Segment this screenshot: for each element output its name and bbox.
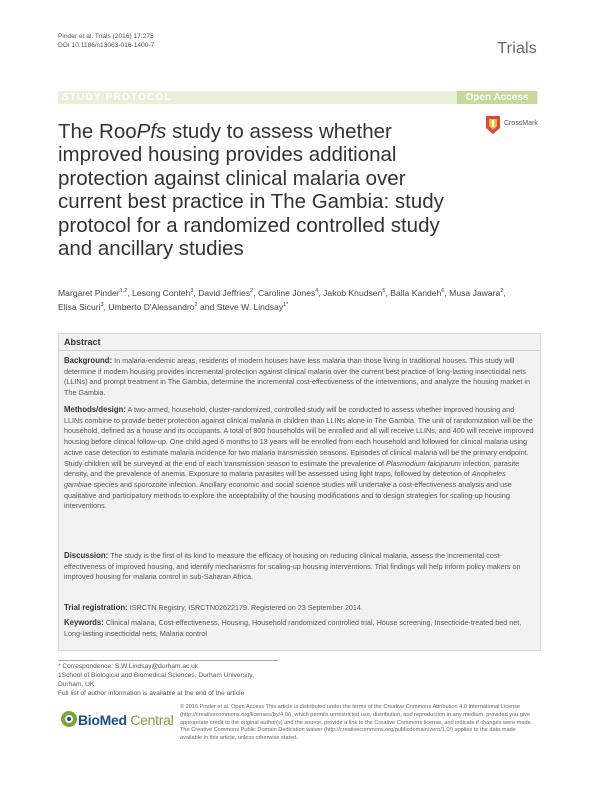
open-access-badge[interactable]: Open Access bbox=[457, 91, 537, 104]
abstract-methods bbox=[64, 405, 534, 512]
keywords-label: Keywords: bbox=[64, 618, 104, 627]
title-italic: Pfs bbox=[136, 120, 167, 143]
discussion-label: Discussion: bbox=[64, 551, 109, 560]
full-list-note: Full list of author information is available at the end of the article bbox=[58, 690, 245, 697]
footnotes bbox=[58, 662, 278, 698]
methods-italic-1: Plasmodium falciparum bbox=[386, 458, 461, 468]
correspondence-note[interactable]: * Correspondence: S.W.Lindsay@durham.ac.uk bbox=[58, 663, 199, 670]
article-type-label: STUDY PROTOCOL bbox=[62, 92, 172, 103]
registration-text: ISRCTN Registry, ISRCTN02622179. Registered on 23 September 2014. bbox=[127, 603, 363, 612]
journal-name: Trials bbox=[497, 40, 537, 57]
methods-text-2: infection, parasite density, and the prevalence of anemia. Exposure to malaria parasites will be assessed using light traps, followed by detection of bbox=[64, 458, 520, 479]
abstract-discussion bbox=[64, 551, 534, 583]
crossmark-icon bbox=[484, 114, 502, 136]
abstract-heading: Abstract bbox=[64, 337, 101, 347]
biomed-central-icon bbox=[60, 710, 78, 728]
crossmark-label: CrossMark bbox=[504, 120, 538, 127]
license-text: © 2016 Pinder et al. Open Access This article is distributed under the terms of the Creative Commons Attribution 4.0 International License (http://creativecommons.org/licenses/by/4.0/), which permits unrestricted use, distribution, and reproduction in any medium, provided you give appropriate credit to the original author(s) and the source, provide a link to the Creative Commons license, and indicate if changes were made. The Creative Commons Public Domain Dedication waiver (http://creativecommons.org/publicdomain/zero/1.0/) applies to the data made available in this article, unless otherwise stated. bbox=[180, 704, 533, 742]
publisher-name-part2: Central bbox=[126, 712, 174, 728]
title-part2: study to assess whether improved housing provides additional protection against clinical malaria over current best practice in The Gambia: study protocol for a randomized controlled study and ancillary studies bbox=[58, 120, 444, 261]
doi-line[interactable]: DOI 10.1186/s13063-016-1400-7 bbox=[58, 42, 155, 49]
author-line-1: Margaret Pinder$^{1,2}$, Lesong Conteh$^3$, David Jeffries$^2$, Caroline Jones$^4$, Jakob Knudsen$^5$, Balla Kandeh$^6$, Musa Jawara$^2$, bbox=[58, 287, 506, 298]
registration-label: Trial registration: bbox=[64, 603, 128, 612]
methods-text-1: A two-armed, household, cluster-randomized, controlled study will be conducted to assess whether improved housing and LLINs combine to provide better protection against clinical malaria in children than LLINs alone in The Gambia. The unit of randomization will be the household, defined as a house and its occupants. A total of 800 households will be enrolled and all will receive LLINs, and 400 will receive improved housing before clinical follow-up. One child aged 6 months to 13 years will be enrolled from each household and followed for clinical malaria using active case detection to estimate malaria incidence for two malaria transmission seasons. Episodes of clinical malaria will be the primary endpoint. Study children will be surveyed at the end of each transmission season to estimate the prevalence of bbox=[64, 405, 534, 468]
article-title bbox=[58, 120, 468, 260]
discussion-text: The study is the first of its kind to measure the efficacy of housing on reducing clinical malaria, assess the incremental cost-effectiveness of improved housing, and identify mechanisms for scaling-up housing interventions. Trial findings will help inform policy makers on improved housing for malaria control in sub-Saharan Africa. bbox=[64, 551, 521, 582]
abstract-background bbox=[64, 356, 534, 399]
abstract-divider bbox=[58, 350, 540, 351]
methods-text-3: species and sporozoite infection. Ancillary economic and social science studies will undertake a cost-effectiveness analysis and use qualitative and participatory methods to explore the acceptability of the housing modifications and to design strategies for scaling-up housing interventions. bbox=[64, 479, 512, 511]
keywords-text: Clinical malaria, Cost-effectiveness, Housing, Household randomized controlled trial, House screening, Insecticide-treated bed net, Long-lasting insecticidal nets, Malaria control bbox=[64, 618, 522, 638]
methods-label: Methods/design: bbox=[64, 405, 126, 414]
title-part1: The Roo bbox=[58, 120, 137, 143]
publisher-name bbox=[78, 712, 173, 728]
author-list bbox=[58, 285, 541, 314]
abstract-registration bbox=[64, 603, 534, 614]
methods-italic-2: Anopheles gambiae bbox=[64, 469, 506, 489]
background-text: In malaria-endemic areas, residents of modern houses have less malaria than those living in traditional houses. This study will determine if modern housing provides incremental protection against clinical malaria over the current best practice of long-lasting insecticidal nets (LLINs) and prompt treatment in The Gambia, determine the incremental cost-effectiveness of the interventions, and analyze the housing market in The Gambia. bbox=[64, 356, 530, 398]
footnote-divider bbox=[58, 660, 278, 661]
crossmark-button[interactable] bbox=[484, 114, 564, 136]
abstract-keywords bbox=[64, 618, 534, 639]
publisher-name-part1: BioMed bbox=[78, 712, 127, 728]
citation-line: Pinder et al. Trials (2016) 17:275 bbox=[58, 33, 154, 40]
affiliation-note: 1School of Biological and Biomedical Sciences, Durham University, Durham, UK bbox=[58, 672, 254, 688]
background-label: Background: bbox=[64, 356, 113, 365]
author-line-2: Elisa Sicuri$^3$, Umberto D'Alessandro$^2$ and Steve W. Lindsay$^{1*}$ bbox=[58, 302, 289, 313]
